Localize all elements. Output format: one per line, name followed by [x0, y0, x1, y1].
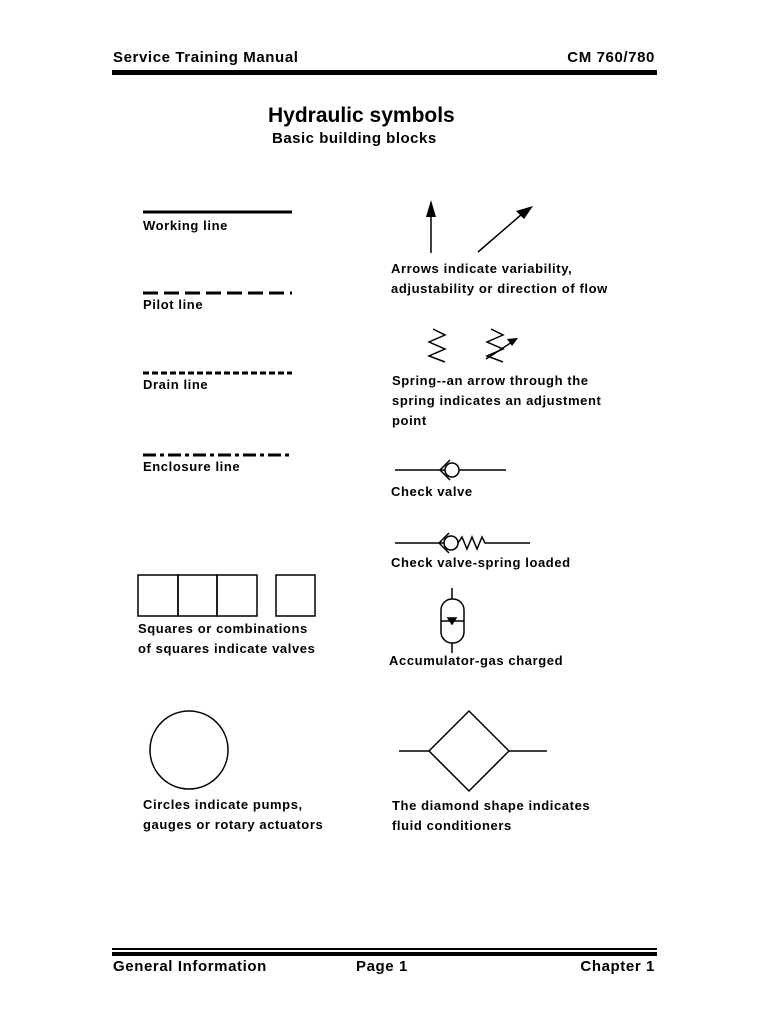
accumulator-symbol: [441, 588, 464, 653]
page-subtitle: Basic building blocks: [272, 130, 437, 147]
check-valve-spring-label: Check valve-spring loaded: [391, 555, 571, 570]
accumulator-label: Accumulator-gas charged: [389, 653, 564, 668]
page-title: Hydraulic symbols: [268, 104, 455, 127]
pilot-line-label: Pilot line: [143, 297, 204, 312]
arrow-up-symbol: [426, 200, 436, 253]
spring-symbol: [429, 329, 445, 362]
footer-rule-thin: [112, 948, 657, 950]
header-manual-title: Service Training Manual: [113, 49, 299, 66]
diamond-description: The diamond shape indicates fluid conditioners: [392, 798, 591, 833]
footer-chapter: Chapter 1: [580, 958, 655, 975]
footer-page-number: Page 1: [356, 958, 408, 975]
drain-line-label: Drain line: [143, 377, 209, 392]
adjustable-spring-symbol: [486, 329, 518, 362]
arrow-diagonal-symbol: [478, 206, 533, 252]
check-valve-label: Check valve: [391, 484, 473, 499]
fluid-conditioner-diamond-symbol: [399, 711, 547, 791]
squares-description: Squares or combinations of squares indicate valves: [138, 621, 316, 656]
spring-description: Spring--an arrow through the spring indicates an adjustment point: [392, 373, 602, 428]
footer-rule-thick: [112, 952, 657, 956]
enclosure-line-label: Enclosure line: [143, 459, 241, 474]
check-valve-spring-symbol: [395, 533, 530, 553]
arrows-description: Arrows indicate variability, adjustability or direction of flow: [391, 261, 608, 296]
header-model: CM 760/780: [567, 49, 655, 66]
check-valve-symbol: [395, 460, 506, 480]
circles-description: Circles indicate pumps, gauges or rotary actuators: [143, 797, 324, 832]
working-line-label: Working line: [143, 218, 228, 233]
footer-section: General Information: [113, 958, 267, 975]
